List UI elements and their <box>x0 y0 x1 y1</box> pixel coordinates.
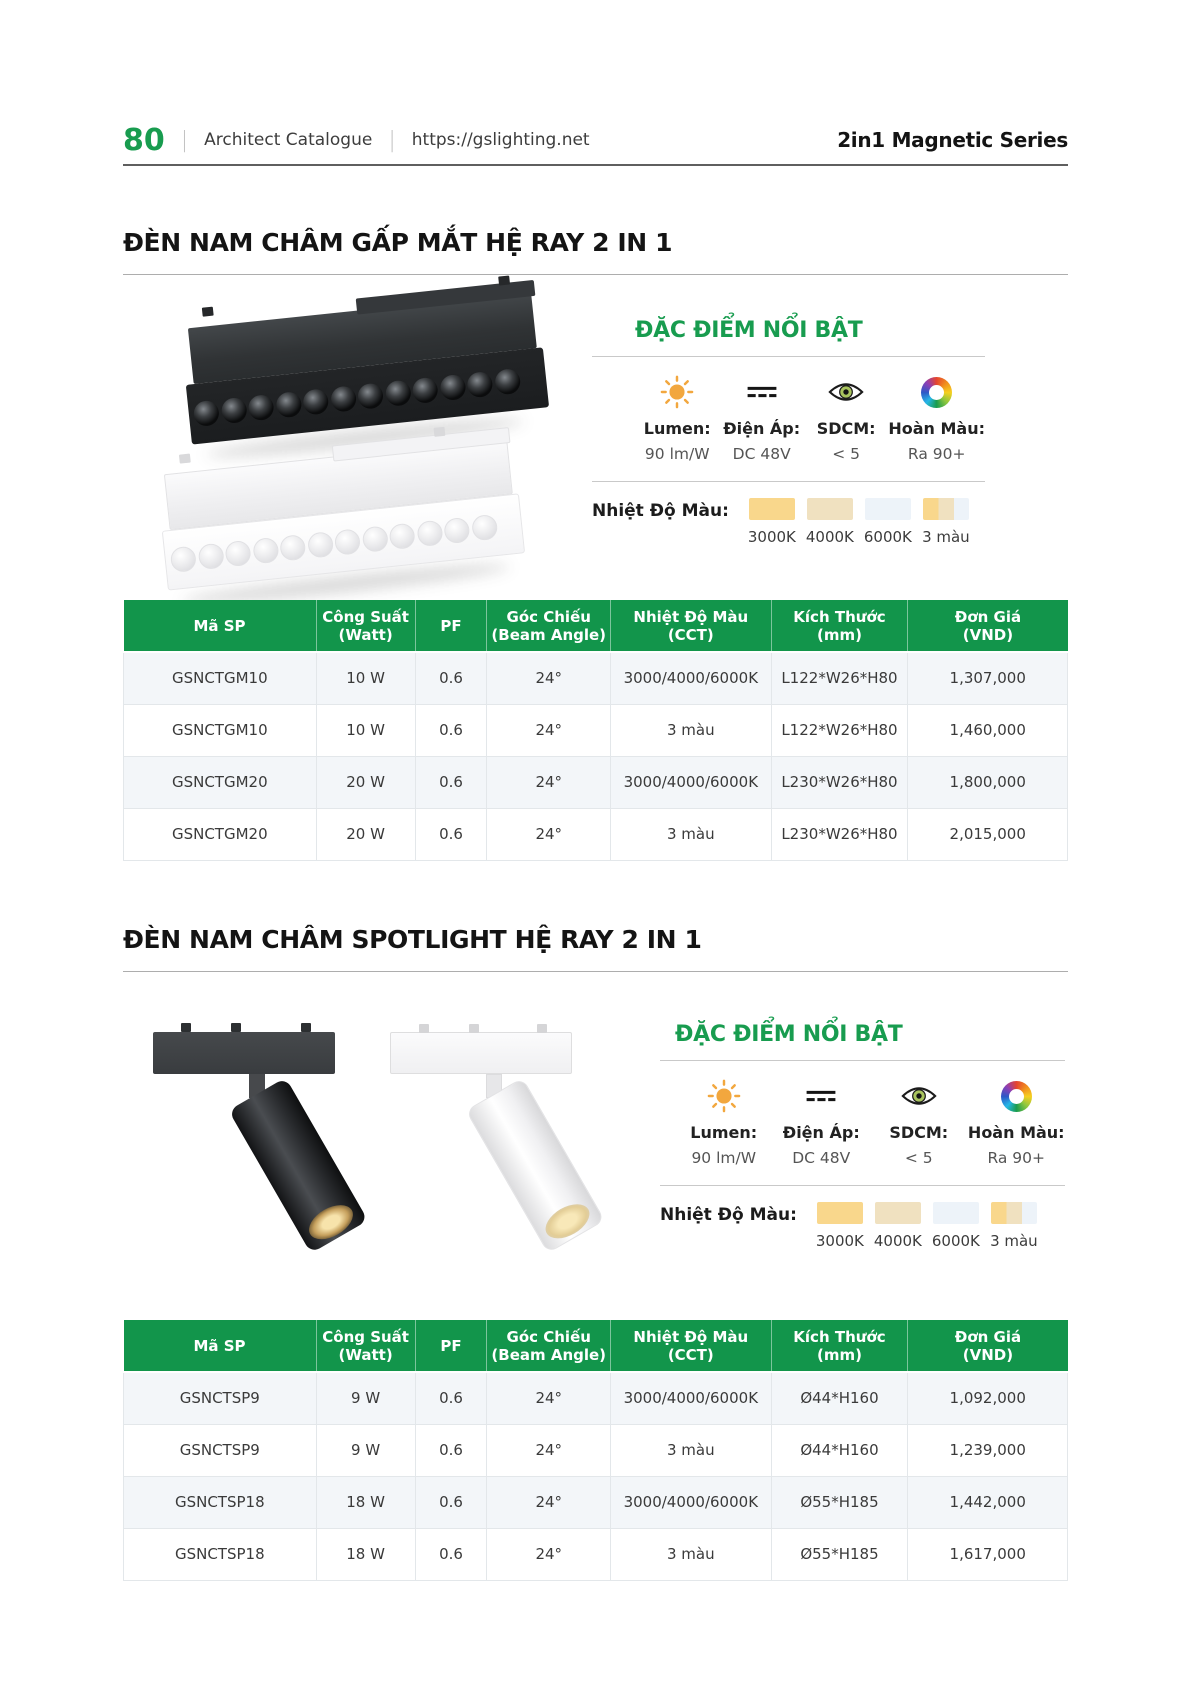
led-cell <box>220 396 247 423</box>
table-cell: Ø55*H185 <box>771 1528 908 1580</box>
table-cell: GSNCTSP18 <box>124 1476 317 1528</box>
led-cell <box>302 388 329 415</box>
cct-swatch-3mau <box>923 498 969 520</box>
table-body <box>124 652 1068 860</box>
dc-voltage-icon <box>744 373 780 411</box>
table-row <box>124 756 1068 808</box>
cct-swatch-4000k <box>875 1202 921 1224</box>
cct-option-4000k <box>869 1202 927 1250</box>
table-cell: 20 W <box>316 808 415 860</box>
led-cell <box>329 385 356 412</box>
spotlight-lens <box>303 1198 359 1246</box>
feature-value: < 5 <box>832 445 861 463</box>
table-cell: 24° <box>487 704 611 756</box>
led-cell <box>361 525 388 552</box>
section2-title: ĐÈN NAM CHÂM SPOTLIGHT HỆ RAY 2 IN 1 <box>123 925 1068 972</box>
feature-voltage <box>773 1077 871 1167</box>
led-cell <box>170 545 197 572</box>
table-cell: 3000/4000/6000K <box>611 652 771 704</box>
magnet-pin <box>498 275 510 285</box>
table-cell: 24° <box>487 652 611 704</box>
series-title: 2in1 Magnetic Series <box>837 128 1068 152</box>
feature-cri <box>888 373 985 463</box>
dc-voltage-icon <box>803 1077 839 1115</box>
table-cell: 3000/4000/6000K <box>611 1372 771 1424</box>
feature-value: Ra 90+ <box>907 445 966 463</box>
table-cell: 18 W <box>316 1528 415 1580</box>
table-cell: 24° <box>487 1424 611 1476</box>
table-cell: 1,239,000 <box>908 1424 1068 1476</box>
table-cell: 0.6 <box>415 1528 487 1580</box>
table-cell: 0.6 <box>415 808 487 860</box>
table-header <box>124 1320 1068 1372</box>
feature-label: Hoàn Màu: <box>967 1123 1065 1142</box>
column-header: Mã SP <box>124 1320 317 1372</box>
cct-option-label: 3 màu <box>990 1232 1038 1250</box>
table-cell: 0.6 <box>415 756 487 808</box>
magnet-pin <box>434 427 446 437</box>
table-cell: 0.6 <box>415 1424 487 1476</box>
magnet-pin <box>202 307 214 317</box>
led-cell <box>443 516 470 543</box>
led-cell <box>279 534 306 561</box>
catalogue-name: Architect Catalogue <box>204 130 373 150</box>
table-row <box>124 1476 1068 1528</box>
divider <box>660 1060 1065 1061</box>
sun-icon <box>660 373 694 411</box>
cct-option-label: 3 màu <box>922 528 970 546</box>
features-panel-2 <box>660 1022 1065 1250</box>
table-cell: GSNCTGM20 <box>124 808 317 860</box>
cct-option-4000k <box>801 498 859 546</box>
led-cell <box>493 368 520 395</box>
led-cell <box>247 393 274 420</box>
feature-cri <box>968 1077 1066 1167</box>
table-cell: 24° <box>487 1476 611 1528</box>
table-cell: L230*W26*H80 <box>771 756 908 808</box>
cct-label: Nhiệt Độ Màu: <box>592 501 729 521</box>
divider <box>592 356 985 357</box>
column-header: Đơn Giá (VND) <box>908 600 1068 652</box>
feature-sdcm <box>870 1077 968 1167</box>
table-cell: 20 W <box>316 756 415 808</box>
led-cell <box>357 382 384 409</box>
feature-label: Lumen: <box>690 1123 758 1142</box>
led-cell <box>411 376 438 403</box>
linear-light-figure <box>135 288 585 593</box>
column-header: Góc Chiếu (Beam Angle) <box>487 600 611 652</box>
table-cell: GSNCTSP9 <box>124 1424 317 1476</box>
features-title: ĐẶC ĐIỂM NỔI BẬT <box>675 1022 903 1047</box>
cct-swatch-6000k <box>933 1202 979 1224</box>
spec-table-linear <box>123 600 1068 861</box>
column-header: Mã SP <box>124 600 317 652</box>
column-header: Công Suất (Watt) <box>316 600 415 652</box>
table-body <box>124 1372 1068 1580</box>
table-cell: 24° <box>487 1528 611 1580</box>
cct-option-3mau <box>917 498 975 546</box>
column-header: Công Suất (Watt) <box>316 1320 415 1372</box>
feature-label: Điện Áp: <box>723 419 801 438</box>
section1-title: ĐÈN NAM CHÂM GẤP MẮT HỆ RAY 2 IN 1 <box>123 228 1068 275</box>
column-header: Kích Thước (mm) <box>771 600 908 652</box>
column-header: Kích Thước (mm) <box>771 1320 908 1372</box>
header-divider: | <box>388 127 396 153</box>
eye-icon <box>828 373 864 411</box>
table-cell: 9 W <box>316 1424 415 1476</box>
magnet-pin <box>469 1024 479 1033</box>
feature-label: Điện Áp: <box>782 1123 860 1142</box>
table-cell: L122*W26*H80 <box>771 652 908 704</box>
column-header: PF <box>415 1320 487 1372</box>
table-cell: 24° <box>487 756 611 808</box>
table-cell: 9 W <box>316 1372 415 1424</box>
color-wheel-icon <box>1001 1077 1032 1115</box>
cct-option-label: 3000K <box>747 528 796 546</box>
color-wheel-icon <box>921 373 952 411</box>
feature-voltage <box>719 373 803 463</box>
column-header: Đơn Giá (VND) <box>908 1320 1068 1372</box>
body-step <box>355 280 535 315</box>
divider <box>592 481 985 482</box>
led-cell <box>275 391 302 418</box>
cct-swatch-4000k <box>807 498 853 520</box>
spotlight-black <box>153 998 368 1298</box>
website-link[interactable]: https://gslighting.net <box>411 130 590 150</box>
header-divider: | <box>180 127 189 153</box>
cct-swatch-3mau <box>991 1202 1037 1224</box>
table-cell: 0.6 <box>415 652 487 704</box>
cct-option-6000k <box>859 498 917 546</box>
eye-icon <box>901 1077 937 1115</box>
feature-value: 90 lm/W <box>644 445 710 463</box>
cct-option-label: 4000K <box>805 528 854 546</box>
table-cell: 3 màu <box>611 704 771 756</box>
led-cell <box>334 528 361 555</box>
table-row <box>124 704 1068 756</box>
track-adapter <box>390 1032 572 1074</box>
spotlight-white <box>390 998 605 1298</box>
cct-option-6000k <box>927 1202 985 1250</box>
table-cell: 3 màu <box>611 1528 771 1580</box>
table-cell: L230*W26*H80 <box>771 808 908 860</box>
magnet-pin <box>301 1023 311 1032</box>
cct-option-label: 6000K <box>863 528 912 546</box>
table-cell: GSNCTSP9 <box>124 1372 317 1424</box>
table-cell: 1,460,000 <box>908 704 1068 756</box>
led-cell <box>224 539 251 566</box>
table-cell: 2,015,000 <box>908 808 1068 860</box>
spec-table-spotlight <box>123 1320 1068 1581</box>
feature-value: < 5 <box>904 1149 933 1167</box>
table-cell: 0.6 <box>415 1476 487 1528</box>
table-cell: 24° <box>487 1372 611 1424</box>
feature-label: SDCM: <box>816 419 876 438</box>
spotlight-lens <box>540 1197 596 1245</box>
cct-row <box>660 1202 1065 1250</box>
table-cell: Ø55*H185 <box>771 1476 908 1528</box>
table-cell: 10 W <box>316 652 415 704</box>
table-cell: 0.6 <box>415 704 487 756</box>
table-cell: Ø44*H160 <box>771 1424 908 1476</box>
cct-option-label: 6000K <box>931 1232 980 1250</box>
column-header: PF <box>415 600 487 652</box>
spotlight-figure <box>145 998 635 1298</box>
table-cell: 0.6 <box>415 1372 487 1424</box>
led-cell <box>306 531 333 558</box>
table-cell: 24° <box>487 808 611 860</box>
table-cell: 3000/4000/6000K <box>611 1476 771 1528</box>
track-adapter <box>153 1032 335 1074</box>
led-cell <box>197 542 224 569</box>
cct-swatch-3000k <box>749 498 795 520</box>
feature-row <box>635 373 985 463</box>
table-cell: 10 W <box>316 704 415 756</box>
column-header: Nhiệt Độ Màu (CCT) <box>611 1320 771 1372</box>
cct-swatch-6000k <box>865 498 911 520</box>
table-cell: 1,617,000 <box>908 1528 1068 1580</box>
table-cell: GSNCTGM20 <box>124 756 317 808</box>
magnet-pin <box>231 1023 241 1032</box>
feature-row <box>675 1077 1065 1167</box>
table-cell: 1,800,000 <box>908 756 1068 808</box>
cct-option-label: 3000K <box>815 1232 864 1250</box>
feature-value: 90 lm/W <box>691 1149 757 1167</box>
page-number: 80 <box>123 122 165 158</box>
table-row <box>124 808 1068 860</box>
table-cell: 18 W <box>316 1476 415 1528</box>
table-cell: 1,092,000 <box>908 1372 1068 1424</box>
table-cell: GSNCTGM10 <box>124 652 317 704</box>
cct-option-3000k <box>743 498 801 546</box>
feature-value: DC 48V <box>732 445 791 463</box>
led-cell <box>252 536 279 563</box>
led-cell <box>470 513 497 540</box>
feature-label: SDCM: <box>889 1123 949 1142</box>
cct-option-3000k <box>811 1202 869 1250</box>
features-title: ĐẶC ĐIỂM NỔI BẬT <box>635 318 863 343</box>
cct-label: Nhiệt Độ Màu: <box>660 1205 797 1225</box>
table-cell: L122*W26*H80 <box>771 704 908 756</box>
table-cell: GSNCTGM10 <box>124 704 317 756</box>
cct-option-3mau <box>985 1202 1043 1250</box>
led-cell <box>384 379 411 406</box>
table-header <box>124 600 1068 652</box>
led-cell <box>416 519 443 546</box>
led-cell <box>193 399 220 426</box>
magnet-pin <box>181 1023 191 1032</box>
divider <box>660 1185 1065 1186</box>
table-row <box>124 1528 1068 1580</box>
feature-sdcm <box>804 373 888 463</box>
feature-label: Hoàn Màu: <box>888 419 986 438</box>
table-cell: 1,442,000 <box>908 1476 1068 1528</box>
table-cell: 1,307,000 <box>908 652 1068 704</box>
spotlight-barrel <box>465 1078 605 1254</box>
sun-icon <box>707 1077 741 1115</box>
feature-label: Lumen: <box>643 419 711 438</box>
table-cell: 3000/4000/6000K <box>611 756 771 808</box>
magnet-pin <box>419 1024 429 1033</box>
led-cell <box>466 370 493 397</box>
magnet-pin <box>537 1024 547 1033</box>
table-row <box>124 1424 1068 1476</box>
feature-lumen <box>675 1077 773 1167</box>
features-panel-1 <box>592 318 985 546</box>
feature-lumen <box>635 373 719 463</box>
led-cell <box>439 373 466 400</box>
page-header <box>123 116 1068 166</box>
feature-value: DC 48V <box>792 1149 851 1167</box>
cct-option-label: 4000K <box>873 1232 922 1250</box>
table-cell: 3 màu <box>611 1424 771 1476</box>
table-row <box>124 1372 1068 1424</box>
cct-row <box>592 498 985 546</box>
led-cell <box>388 522 415 549</box>
table-cell: Ø44*H160 <box>771 1372 908 1424</box>
column-header: Góc Chiếu (Beam Angle) <box>487 1320 611 1372</box>
cct-swatch-3000k <box>817 1202 863 1224</box>
table-cell: 3 màu <box>611 808 771 860</box>
magnet-pin <box>179 454 191 464</box>
table-cell: GSNCTSP18 <box>124 1528 317 1580</box>
spotlight-barrel <box>228 1078 368 1254</box>
feature-value: Ra 90+ <box>987 1149 1046 1167</box>
column-header: Nhiệt Độ Màu (CCT) <box>611 600 771 652</box>
table-row <box>124 652 1068 704</box>
